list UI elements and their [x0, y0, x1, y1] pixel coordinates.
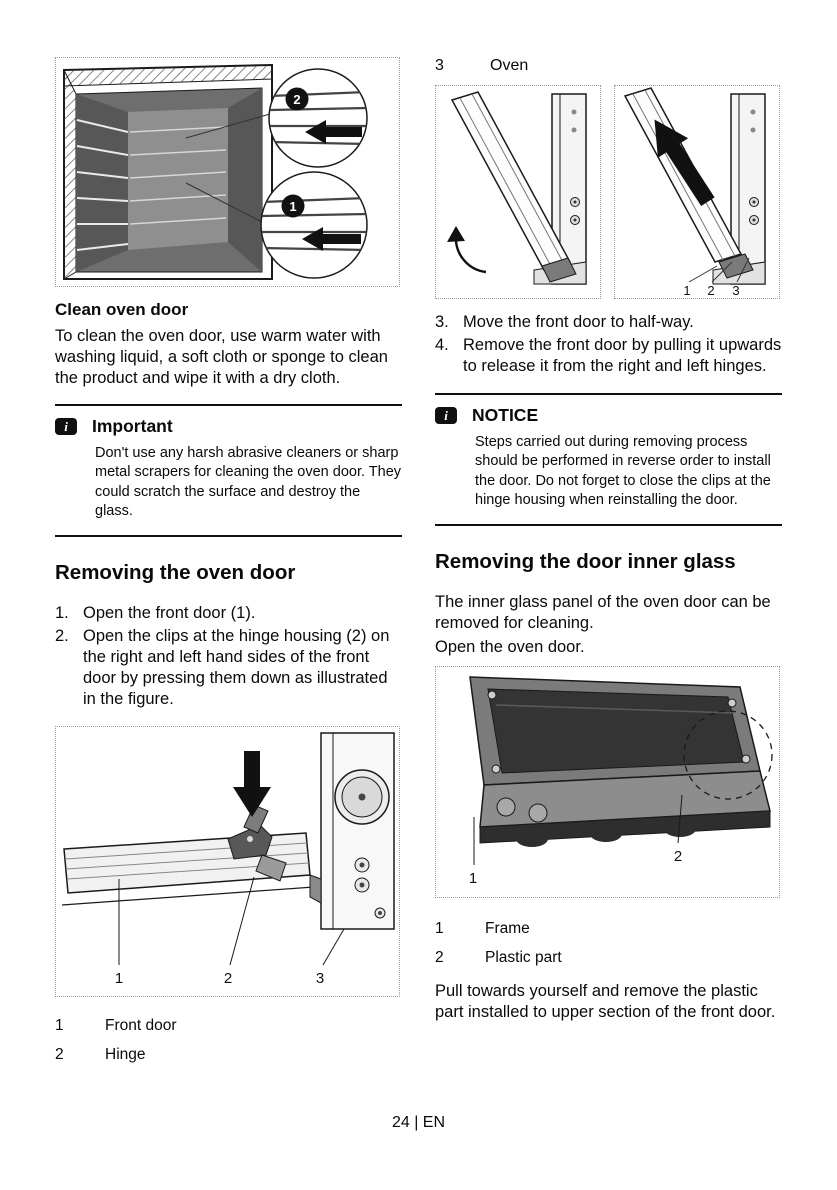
figure2-callout-1: 1: [683, 283, 691, 298]
clean-oven-door-heading: Clean oven door: [55, 300, 189, 319]
removal-steps-list: [435, 312, 782, 377]
legend-number: 1: [435, 920, 444, 938]
legend-row-frame: [435, 920, 782, 938]
figure-hinge-detail: [55, 726, 400, 997]
door-lift-off-drawing: [615, 86, 779, 298]
legend-number: 2: [435, 949, 444, 967]
legend-row-oven: [435, 57, 782, 75]
step-text: Open the front door (1).: [83, 603, 256, 622]
step-1: [55, 603, 402, 624]
inner-glass-legend: [435, 920, 782, 967]
legend-label: Front door: [105, 1017, 177, 1035]
figure2-callout-2: 2: [707, 283, 715, 298]
step-number: 2.: [55, 626, 69, 645]
important-notice-title: Important: [92, 416, 173, 437]
figure2-callout-3: 3: [732, 283, 740, 298]
legend-label: Oven: [490, 57, 529, 74]
figure4-callout-1: 1: [468, 870, 478, 888]
step-text: Open the clips at the hinge housing (2) on the right and left hand sides of the front door by pressing them down as illustrated in the figure.: [83, 626, 390, 709]
figure-door-removal-pair: [435, 85, 782, 299]
step-3: [435, 312, 782, 333]
legend-row-front-door: [55, 1017, 402, 1035]
clean-oven-door-body: To clean the oven door, use warm water with washing liquid, a soft cloth or sponge to clean the product and wipe it with a dry cloth.: [55, 327, 388, 388]
page-footer: 24 | EN: [391, 1114, 446, 1131]
down-arrow-icon: [233, 751, 271, 817]
step-number: 1.: [55, 603, 69, 622]
figure-door-halfway: [435, 85, 601, 299]
right-column: [435, 57, 782, 1075]
important-notice: [55, 404, 402, 537]
figure3-callout-1: 1: [114, 970, 124, 988]
legend-number: 2: [55, 1046, 64, 1064]
inner-glass-outro: Pull towards yourself and remove the plastic part installed to upper section of the front door.: [435, 982, 776, 1022]
info-icon-glyph: i: [64, 419, 68, 435]
figure4-callout-2: 2: [673, 848, 683, 866]
removing-steps-list: [55, 603, 402, 711]
legend-number: 3: [435, 57, 444, 74]
figure-inner-glass: [435, 666, 780, 898]
legend-row-plastic-part: [435, 949, 782, 967]
step-2: [55, 626, 402, 710]
inner-glass-drawing: [436, 667, 779, 897]
inner-glass-open-door: Open the oven door.: [435, 638, 585, 657]
figure1-callout-bottom: 1: [289, 199, 297, 214]
oven-interior-drawing: [56, 58, 399, 286]
legend-label: Frame: [485, 920, 530, 938]
info-icon: [55, 418, 77, 435]
step-number: 4.: [435, 336, 449, 355]
important-notice-header: [55, 416, 402, 437]
step-text: Move the front door to half-way.: [463, 313, 694, 331]
step-4: [435, 335, 782, 377]
notice-header: [435, 405, 782, 426]
legend-label: Hinge: [105, 1046, 146, 1064]
inner-glass-intro: The inner glass panel of the oven door can be removed for cleaning.: [435, 592, 771, 632]
legend-number: 1: [55, 1017, 64, 1035]
legend-label: Plastic part: [485, 949, 562, 967]
left-column: [55, 57, 402, 1075]
important-notice-body: Don't use any harsh abrasive cleaners or sharp metal scrapers for cleaning the oven door. They could scratch the surface and destroy the glass.: [95, 445, 402, 519]
legend-row-hinge: [55, 1046, 402, 1064]
step-text: Remove the front door by pulling it upwards to release it from the right and left hinges.: [463, 336, 782, 376]
figure-door-lift-off: [614, 85, 780, 299]
hinge-detail-drawing: [56, 727, 399, 996]
figure3-callout-3: 3: [315, 970, 325, 988]
info-icon-glyph: i: [444, 408, 448, 424]
figure-oven-interior: [55, 57, 400, 287]
notice-section: [435, 393, 782, 526]
hinge-figure-legend: [55, 1017, 402, 1064]
door-halfway-drawing: [436, 86, 600, 298]
two-column-layout: [55, 57, 782, 1075]
notice-body: Steps carried out during removing process should be performed in reverse order to install the door. Do not forget to close the clips at the hinge housing when reinstalling the door.: [475, 434, 771, 508]
step-number: 3.: [435, 313, 449, 331]
curved-arrow-head: [447, 226, 465, 242]
figure1-callout-top: 2: [293, 92, 301, 107]
notice-title: NOTICE: [472, 405, 539, 426]
removing-oven-door-heading: Removing the oven door: [55, 560, 296, 584]
info-icon: [435, 407, 457, 424]
figure3-callout-2: 2: [223, 970, 233, 988]
curved-arrow-icon: [456, 236, 486, 272]
removing-inner-glass-heading: Removing the door inner glass: [435, 549, 736, 573]
